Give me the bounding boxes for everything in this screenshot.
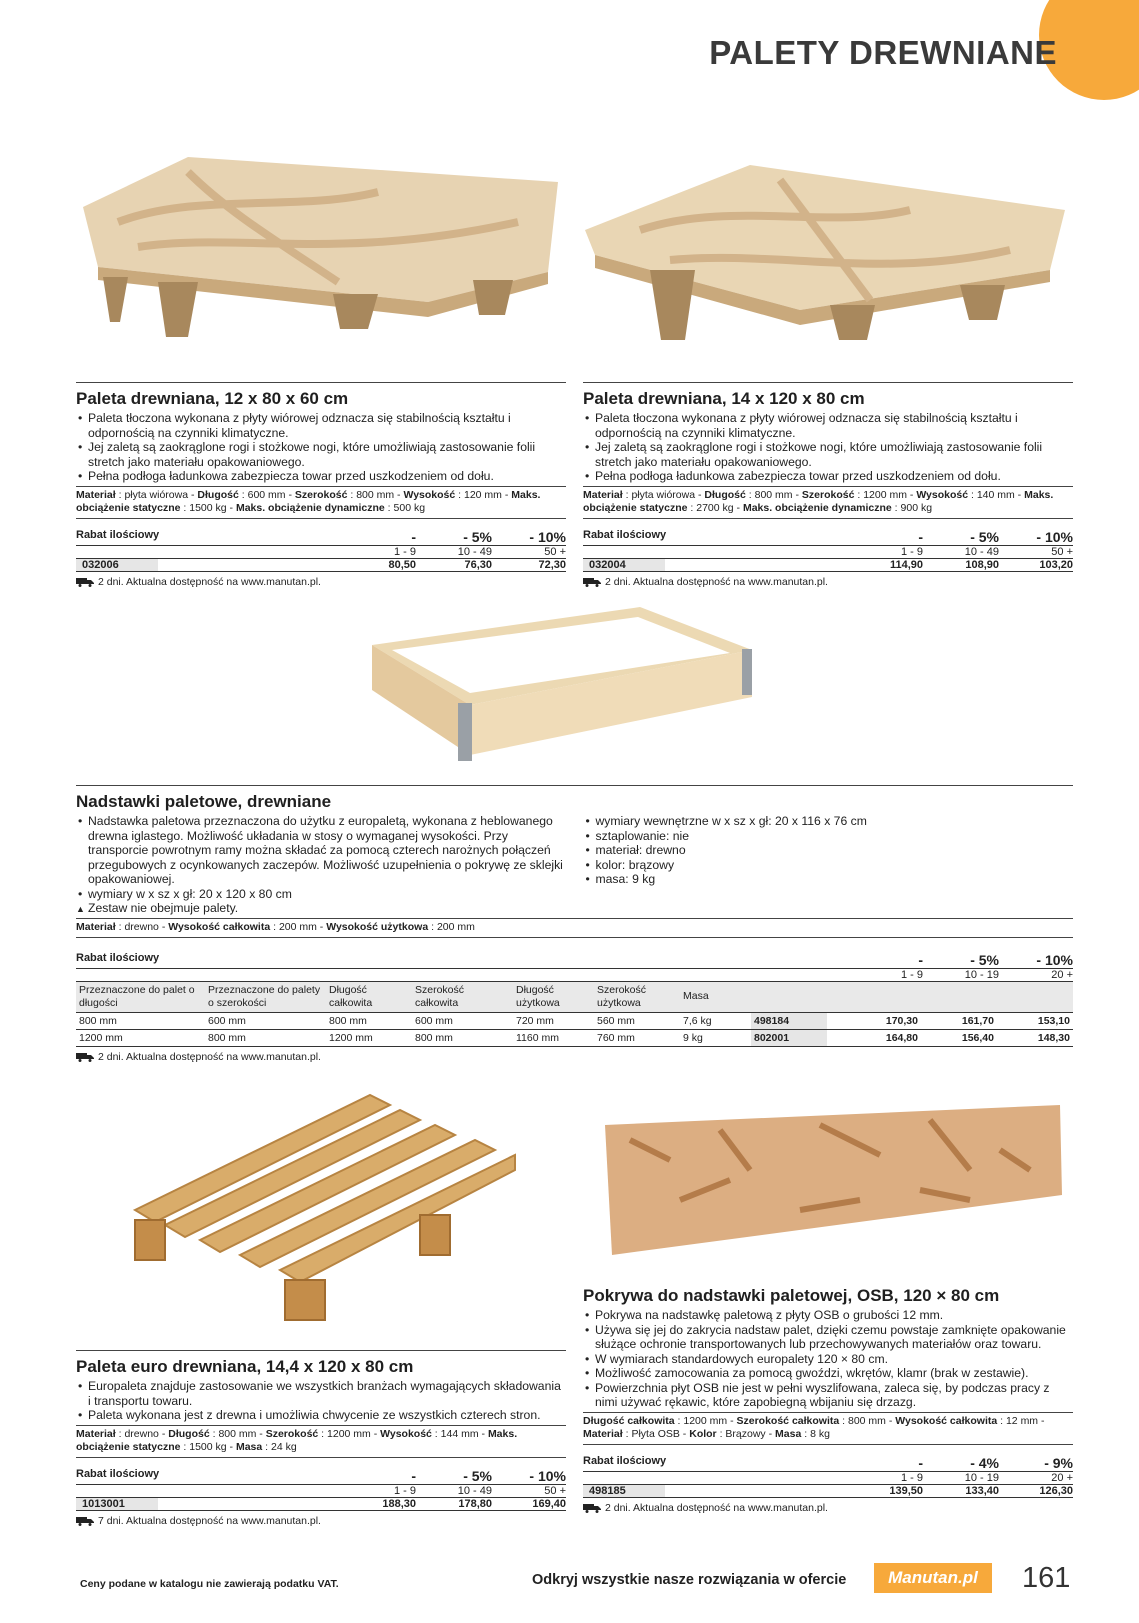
- product-code: 032006: [76, 559, 158, 571]
- delivery-info: 2 dni. Aktualna dostępność na www.manutan.pl.: [76, 1051, 1073, 1063]
- truck-icon: [583, 577, 601, 587]
- pallet-collar-image: [370, 605, 765, 775]
- discount-label: Rabat ilościowy: [76, 528, 160, 541]
- product-code: 032004: [583, 559, 665, 571]
- price-row: 1013001 188,30 178,80 169,40: [76, 1498, 566, 1511]
- product-title: Pokrywa do nadstawki paletowej, OSB, 120 × 80 cm: [583, 1286, 1000, 1305]
- truck-icon: [76, 577, 94, 587]
- product-pallet-collars: [76, 785, 1073, 1063]
- discount-label: Rabat ilościowy: [76, 1467, 160, 1480]
- vat-note: Ceny podane w katalogu nie zawierają podatku VAT.: [80, 1578, 339, 1590]
- feature-item: • Pełna podłoga ładunkowa zabezpiecza towar przed uszkodzeniem od dołu.: [595, 469, 1073, 484]
- discount-table: Rabat ilościowy - - 5% - 10% 1 - 9 10 - 19 20 + Przeznaczone do palet o długości Przeznaczone do palety o szerokości Długość całkowita Szerokość całkowita Długość użytkowa Szerokość użytkowa Masa 800 mm 600 mm 800 mm 600 mm 720 mm 560 mm 7,6 kg 498184 170,30 161,70 153,10 1200 mm 800 mm 1200 mm 800 mm 1160 mm 760 mm 9 kg 802001 164,80 156,40 148,30: [76, 952, 1073, 1047]
- truck-icon: [76, 1052, 94, 1062]
- truck-icon: [76, 1516, 94, 1526]
- price-row: 032006 80,50 76,30 72,30: [76, 559, 566, 572]
- discount-table: Rabat ilościowy - - 5% - 10% 1 - 9 10 - 49 50 + 1013001 188,30 178,80 169,40: [76, 1467, 566, 1510]
- feature-item: • Pełna podłoga ładunkowa zabezpiecza towar przed uszkodzeniem od dołu.: [88, 469, 566, 484]
- feature-list: [76, 411, 566, 484]
- product-pallet-14x120x80: [583, 382, 1073, 588]
- spec-line: Materiał : drewno - Długość : 800 mm - Szerokość : 1200 mm - Wysokość : 144 mm - Maks. obciążenie statyczne : 1500 kg - Masa : 24 kg: [76, 1425, 566, 1458]
- footer-cta[interactable]: Odkryj wszystkie nasze rozwiązania w ofercie: [532, 1572, 847, 1588]
- feature-list: [583, 411, 1073, 484]
- product-pallet-12x80x60: [76, 382, 566, 588]
- feature-item: • Europaleta znajduje zastosowanie we wszystkich branżach wymagających składowania i transportu towaru.: [88, 1379, 566, 1408]
- spec-line: Długość całkowita : 1200 mm - Szerokość całkowita : 800 mm - Wysokość całkowita : 12 mm - Materiał : Płyta OSB - Kolor : Brązowy - Masa : 8 kg: [583, 1412, 1073, 1445]
- product-code: 802001: [751, 1029, 827, 1046]
- price-row: 032004 114,90 108,90 103,20: [583, 559, 1073, 572]
- feature-item: • Jej zaletą są zaokrąglone rogi i stożkowe nogi, które umożliwiają zastosowanie folii stretch jako materiału opakowaniowego.: [595, 440, 1073, 469]
- discount-table: Rabat ilościowy - - 4% - 9% 1 - 9 10 - 19 20 + 498185 139,50 133,40 126,30: [583, 1454, 1073, 1497]
- product-title: Nadstawki paletowe, drewniane: [76, 785, 1073, 812]
- pressed-pallet-large-image: [580, 160, 1070, 355]
- feature-item: • Powierzchnia płyt OSB nie jest w pełni wyszlifowana, zaleca się, by podczas pracy z nimi używać rękawic, które zapobiegną wbijaniu się drzazg.: [595, 1381, 1073, 1410]
- feature-item: • materiał: drewno: [596, 843, 1074, 858]
- discount-label: Rabat ilościowy: [76, 951, 160, 964]
- spec-line: Materiał : płyta wiórowa - Długość : 600 mm - Szerokość : 800 mm - Wysokość : 120 mm - Maks. obciążenie statyczne : 1500 kg - Maks. obciążenie dynamiczne : 500 kg: [76, 486, 566, 519]
- price-row: 498185 139,50 133,40 126,30: [583, 1485, 1073, 1498]
- feature-item: • wymiary wewnętrzne w x sz x gł: 20 x 116 x 76 cm: [596, 814, 1074, 829]
- feature-list-right: [584, 814, 1074, 887]
- product-code: 498185: [583, 1485, 665, 1497]
- product-title: Paleta drewniana, 14 x 120 x 80 cm: [583, 382, 1073, 409]
- discount-label: Rabat ilościowy: [583, 1454, 667, 1467]
- feature-list: [76, 814, 566, 916]
- product-title: Paleta euro drewniana, 14,4 x 120 x 80 cm: [76, 1350, 566, 1377]
- product-title: Paleta drewniana, 12 x 80 x 60 cm: [76, 382, 566, 409]
- osb-lid-image: [600, 1100, 1070, 1260]
- variants-table: Przeznaczone do palet o długości Przeznaczone do palety o szerokości Długość całkowita Szerokość całkowita Długość użytkowa Szerokość użytkowa Masa 800 mm 600 mm 800 mm 600 mm 720 mm 560 mm 7,6 kg 498184 170,30 161,70 153,10 1200 mm 800 mm 1200 mm 800 mm 1160 mm 760 mm 9 kg 802001 164,80 156,40 148,30: [76, 982, 1073, 1047]
- feature-item: • kolor: brązowy: [596, 858, 1074, 873]
- feature-item: • Używa się jej do zakrycia nadstaw palet, dzięki czemu powstaje zamknięte opakowanie służące ochronie transportowanych lub przechowywanych materiałów oraz towaru.: [595, 1323, 1073, 1352]
- feature-item: • Jej zaletą są zaokrąglone rogi i stożkowe nogi, które umożliwiają zastosowanie folii stretch jako materiału opakowaniowego.: [88, 440, 566, 469]
- feature-item: • Możliwość zamocowania za pomocą gwoździ, wkrętów, klamr (brak w zestawie).: [595, 1366, 1073, 1381]
- feature-item: • sztaplowanie: nie: [596, 829, 1074, 844]
- table-row: 1200 mm 800 mm 1200 mm 800 mm 1160 mm 760 mm 9 kg 802001 164,80 156,40 148,30: [76, 1029, 1073, 1046]
- feature-item: • W wymiarach standardowych europalety 120 × 80 cm.: [595, 1352, 1073, 1367]
- feature-item: • wymiary w x sz x gł: 20 x 120 x 80 cm: [88, 887, 566, 902]
- product-euro-pallet: [76, 1350, 566, 1527]
- discount-table: Rabat ilościowy - - 5% - 10% 1 - 9 10 - 49 50 + 032004 114,90 108,90 103,20: [583, 528, 1073, 571]
- discount-label: Rabat ilościowy: [583, 528, 667, 541]
- euro-pallet-image: [130, 1090, 520, 1325]
- feature-list: [583, 1308, 1073, 1410]
- feature-item: • Paleta tłoczona wykonana z płyty wiórowej odznacza się stabilnością kształtu i odpornością na czynniki klimatyczne.: [595, 411, 1073, 440]
- truck-icon: [583, 1503, 601, 1513]
- note-item: ▲ Zestaw nie obejmuje palety.: [88, 901, 566, 916]
- feature-item: • Paleta tłoczona wykonana z płyty wiórowej odznacza się stabilnością kształtu i odpornością na czynniki klimatyczne.: [88, 411, 566, 440]
- table-row: 800 mm 600 mm 800 mm 600 mm 720 mm 560 mm 7,6 kg 498184 170,30 161,70 153,10: [76, 1012, 1073, 1029]
- feature-list: [76, 1379, 566, 1423]
- feature-item: • masa: 9 kg: [596, 872, 1074, 887]
- feature-item: • Nadstawka paletowa przeznaczona do użytku z europaletą, wykonana z heblowanego drewna iglastego. Możliwość układania w stosy o wymaganej wysokości. Przy transporcie powrotnym ramy można składać za pomocą czterech narożnych połączeń przegubowych z ocynkowanych zaczepów. Możliwość uzupełnienia o pokrywę ze sklejki opakowaniowej.: [88, 814, 566, 887]
- feature-item: • Paleta wykonana jest z drewna i umożliwia chwycenie ze wszystkich czterech stron.: [88, 1408, 566, 1423]
- spec-line: Materiał : drewno - Wysokość całkowita : 200 mm - Wysokość użytkowa : 200 mm: [76, 918, 1073, 938]
- product-code: 1013001: [76, 1498, 158, 1510]
- delivery-info: 2 dni. Aktualna dostępność na www.manutan.pl.: [583, 576, 1073, 588]
- feature-item: • Pokrywa na nadstawkę paletową z płyty OSB o grubości 12 mm.: [595, 1308, 1073, 1323]
- spec-line: Materiał : płyta wiórowa - Długość : 800 mm - Szerokość : 1200 mm - Wysokość : 140 mm - Maks. obciążenie statyczne : 2700 kg - Maks. obciążenie dynamiczne : 900 kg: [583, 486, 1073, 519]
- page-number: 161: [1022, 1562, 1071, 1594]
- discount-table: Rabat ilościowy - - 5% - 10% 1 - 9 10 - 49 50 + 032006 80,50 76,30 72,30: [76, 528, 566, 571]
- product-osb-lid: [583, 1280, 1073, 1514]
- delivery-info: 2 dni. Aktualna dostępność na www.manutan.pl.: [76, 576, 566, 588]
- delivery-info: 2 dni. Aktualna dostępność na www.manutan.pl.: [583, 1502, 1073, 1514]
- product-code: 498184: [751, 1012, 827, 1029]
- pressed-pallet-small-image: [78, 152, 568, 352]
- manutan-logo[interactable]: Manutan.pl: [874, 1563, 992, 1593]
- delivery-info: 7 dni. Aktualna dostępność na www.manutan.pl.: [76, 1515, 566, 1527]
- page-title: PALETY DREWNIANE: [709, 34, 1057, 71]
